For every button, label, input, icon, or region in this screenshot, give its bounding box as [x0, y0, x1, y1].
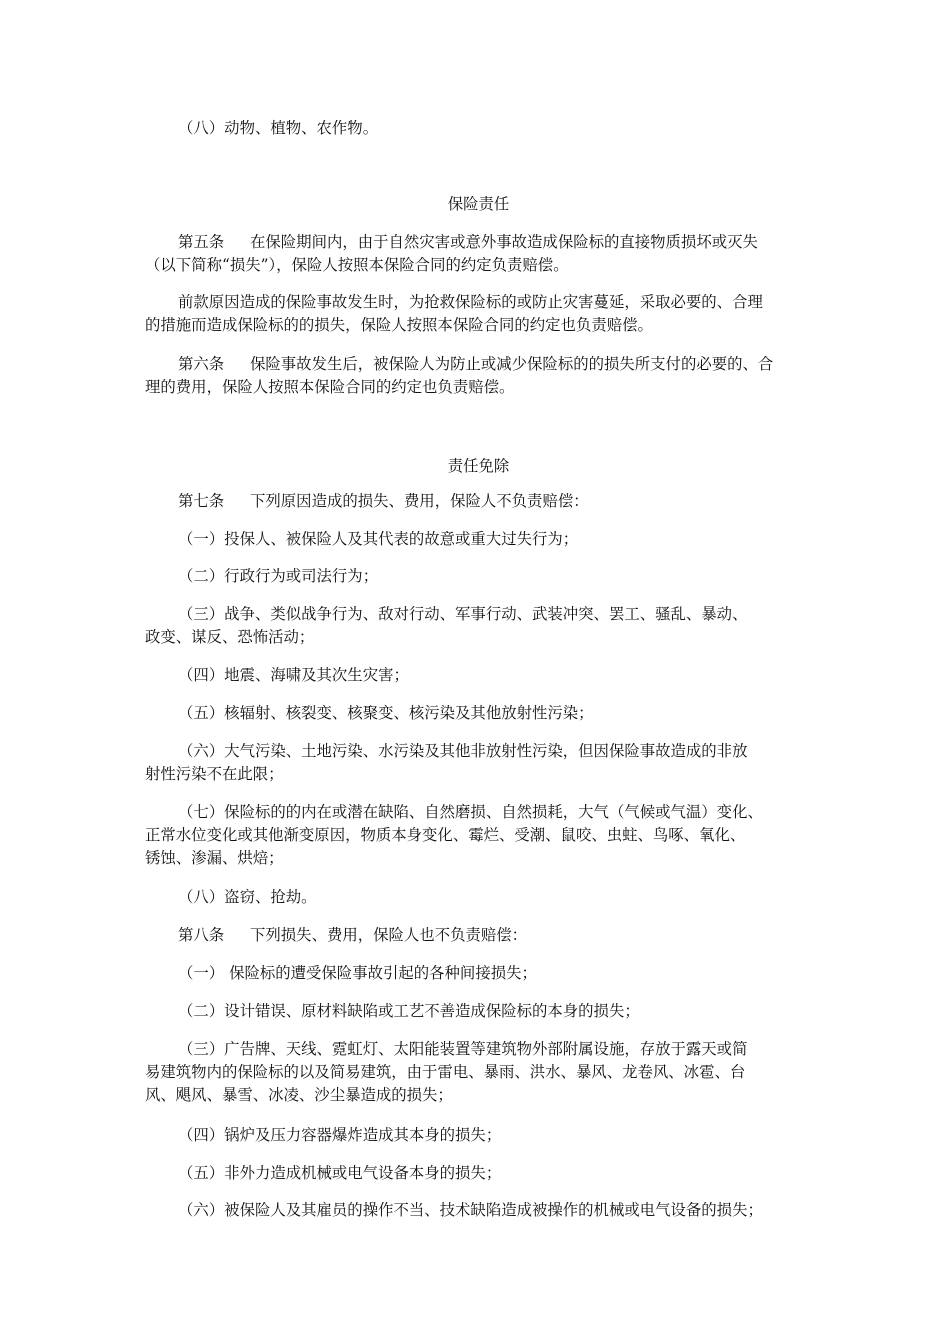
article-text: 保险事故发生后，被保险人为防止或减少保险标的的损失所支付的必要的、合	[250, 355, 774, 373]
text-line: （四）地震、海啸及其次生灾害；	[178, 666, 409, 684]
text-line: （三）广告牌、天线、霓虹灯、太阳能装置等建筑物外部附属设施，存放于露天或简	[178, 1040, 748, 1058]
text-line	[145, 490, 812, 513]
text-line: 的措施而造成保险标的的损失，保险人按照本保险合同的约定也负责赔偿。	[145, 316, 653, 334]
list-item-art7-4	[145, 664, 812, 687]
list-item-art7-3	[145, 603, 812, 649]
text-line: （五）非外力造成机械或电气设备本身的损失；	[178, 1164, 502, 1182]
article-label: 第七条	[178, 492, 225, 510]
text-line: （以下简称“损失”），保险人按照本保险合同的约定负责赔偿。	[145, 256, 569, 274]
list-item-art7-1	[145, 528, 812, 551]
text-line	[145, 231, 812, 254]
text-line: 前款原因造成的保险事故发生时，为抢救保险标的或防止灾害蔓延，采取必要的、合理	[178, 293, 763, 311]
text-line: （八）盗窃、抢劫。	[178, 888, 317, 906]
list-item-art7-7	[145, 801, 812, 870]
text-line: （四）锅炉及压力容器爆炸造成其本身的损失；	[178, 1126, 502, 1144]
text-line	[145, 353, 812, 376]
paragraph-article-5	[145, 231, 812, 277]
text-line: 锈蚀、渗漏、烘焙；	[145, 849, 284, 867]
heading-exclusion: 责任免除	[447, 457, 510, 475]
text-line: 易建筑物内的保险标的以及简易建筑，由于雷电、暴雨、洪水、暴风、龙卷风、冰雹、台	[145, 1063, 746, 1081]
text-line: （一）投保人、被保险人及其代表的故意或重大过失行为；	[178, 530, 579, 548]
text-line: 射性污染不在此限；	[145, 765, 284, 783]
list-item-art8-6	[145, 1199, 812, 1222]
list-item-art7-6	[145, 740, 812, 786]
article-text: 下列原因造成的损失、费用，保险人不负责赔偿：	[250, 492, 589, 510]
text-line: （二）行政行为或司法行为；	[178, 567, 379, 585]
list-item-art8-4	[145, 1124, 812, 1147]
paragraph-article-6	[145, 353, 812, 399]
text-line: （六）被保险人及其雇员的操作不当、技术缺陷造成被操作的机械或电气设备的损失；	[178, 1201, 763, 1219]
text-line: 政变、谋反、恐怖活动；	[145, 628, 315, 646]
list-item-art8-1	[145, 962, 812, 985]
list-item-art8-5	[145, 1162, 812, 1185]
text-line: （六）大气污染、土地污染、水污染及其他非放射性污染，但因保险事故造成的非放	[178, 742, 748, 760]
text-line: （七）保险标的的内在或潜在缺陷、自然磨损、自然损耗，大气（气候或气温）变化、	[178, 803, 763, 821]
text-line	[145, 924, 812, 947]
text-line: （五）核辐射、核裂变、核聚变、核污染及其他放射性污染；	[178, 704, 594, 722]
text-line: 正常水位变化或其他渐变原因，物质本身变化、霉烂、受潮、鼠咬、虫蛀、鸟啄、氧化、	[145, 826, 746, 844]
text-line: （二）设计错误、原材料缺陷或工艺不善造成保险标的本身的损失；	[178, 1002, 640, 1020]
article-label: 第六条	[178, 355, 225, 373]
paragraph-article-8	[145, 924, 812, 947]
text-line: （三）战争、类似战争行为、敌对行动、军事行动、武装冲突、罢工、骚乱、暴动、	[178, 605, 748, 623]
article-text: 在保险期间内，由于自然灾害或意外事故造成保险标的直接物质损坏或灭失	[250, 233, 758, 251]
text-line: 风、飓风、暴雪、冰凌、沙尘暴造成的损失；	[145, 1086, 453, 1104]
text-line: （八）动物、植物、农作物。	[178, 119, 379, 137]
article-text: 下列损失、费用，保险人也不负责赔偿：	[250, 926, 528, 944]
text-line: （一） 保险标的遭受保险事故引起的各种间接损失；	[178, 964, 537, 982]
list-item-art7-2	[145, 565, 812, 588]
list-item-art8-2	[145, 1000, 812, 1023]
heading-liability: 保险责任	[447, 195, 510, 213]
paragraph-item-8-prev	[145, 117, 812, 140]
article-label: 第五条	[178, 233, 225, 251]
paragraph-article-7	[145, 490, 812, 513]
list-item-art8-3	[145, 1038, 812, 1107]
list-item-art7-8	[145, 886, 812, 909]
list-item-art7-5	[145, 702, 812, 725]
text-line: 理的费用，保险人按照本保险合同的约定也负责赔偿。	[145, 378, 515, 396]
article-label: 第八条	[178, 926, 225, 944]
document-page	[145, 0, 812, 1344]
paragraph-rescue	[145, 291, 812, 337]
